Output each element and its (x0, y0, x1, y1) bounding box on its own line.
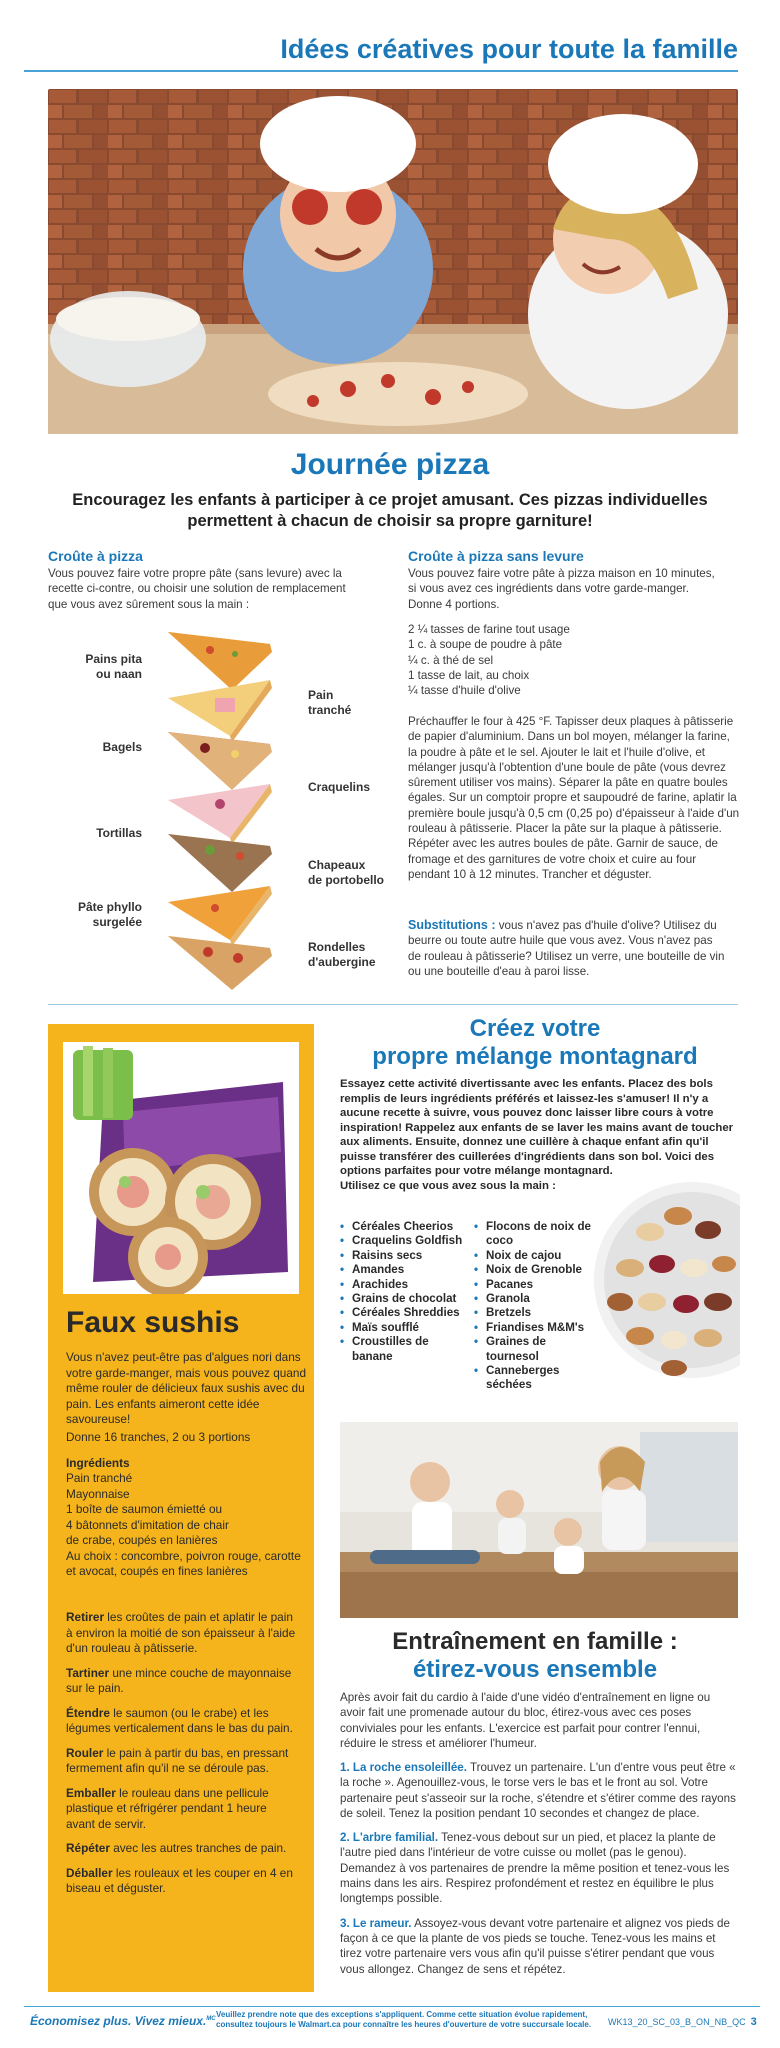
faux-sushi-title: Faux sushis (66, 1306, 240, 1339)
sushi-step (66, 1706, 298, 1737)
list-item: • Graines de tournesol (474, 1335, 600, 1364)
yeastless-heading: Croûte à pizza sans levure (408, 548, 584, 564)
workout-intro: Après avoir fait du cardio à l'aide d'une vidéo d'entraînement en ligne ou avoir fait une promenade autour du bloc, étirez-vous avec ces poses conviviales pour les enfants. L'exercice est parfait pour contrer l'ennui, réduire le stress et améliorer l'humeur. (340, 1691, 711, 1750)
list-item: • Craquelins Goldfish (340, 1234, 470, 1248)
sushi-ingredients-heading: Ingrédients (66, 1456, 130, 1470)
footer-notice: Veuillez prendre note que des exceptions s'appliquent. Comme cette situation évolue rapidement, consultez toujours le Walmart.ca pour connaître les heures d'ouverture de votre succursale locale. (216, 2010, 592, 2029)
pizza-label-bagels: Bagels (102, 740, 142, 754)
pizza-section-title: Journée pizza (290, 448, 490, 481)
substitutions-text: vous n'avez pas d'huile d'olive? Utilisez du beurre ou toute autre huile que vous avez. Vous n'avez pas de rouleau à pâtisserie? Utilisez un verre, une bouteille de vin ou une bouteille d'eau à paroi lisse. (408, 919, 725, 978)
list-item: • Friandises M&M's (474, 1321, 600, 1335)
crust-heading: Croûte à pizza (48, 548, 143, 564)
step-verb: Déballer (66, 1865, 113, 1880)
hero-photo-kids-chefs (48, 89, 738, 434)
pose-item (340, 1916, 738, 1977)
yeastless-intro: Vous pouvez faire votre pâte à pizza maison en 10 minutes, si vous avez ces ingrédients dans votre garde-manger. Donne 4 portions. (408, 567, 715, 611)
substitutions-note (408, 918, 728, 979)
pose-text: Trouvez un partenaire. L'un d'entre vous peut être « la roche ». Agenouillez-vous, le torse vers le bas et le front au sol. Votre partenaire peut s'asseoir sur la roche, s'étendre et s'étirer comme des rayons de soleil. Tenez la position pendant 10 secondes et changez de place. (340, 1761, 736, 1820)
footer-rule (24, 2006, 760, 2007)
ingredient-line: 2 ¼ tasses de farine tout usage (408, 623, 570, 636)
pizza-label-portobello: Chapeaux de portobello (308, 858, 384, 887)
sushi-steps (66, 1610, 298, 1906)
pizza-label-pita: Pains pita ou naan (85, 652, 142, 681)
trail-mix-use-line: Utilisez ce que vous avez sous la main : (340, 1179, 556, 1192)
section-divider (48, 1004, 738, 1005)
list-item: • Noix de Grenoble (474, 1263, 600, 1277)
pizza-label-eggplant: Rondelles d'aubergine (308, 940, 376, 969)
trail-mix-list-1 (340, 1220, 470, 1364)
pizza-slices-illustration (160, 624, 286, 990)
list-item: • Arachides (340, 1278, 470, 1292)
family-stretching-photo (340, 1422, 738, 1618)
ingredient-line: ¼ tasse d'huile d'olive (408, 684, 521, 698)
sushi-ingredients: Pain tranché Mayonnaise 1 boîte de saumon émietté ou 4 bâtonnets d'imitation de chair de crabe, coupés en lanières Au choix : concombre, poivron rouge, carotte et avocat, coupés en fines lanières (66, 1471, 301, 1578)
step-verb: Répéter (66, 1841, 110, 1855)
list-item: • Grains de chocolat (340, 1292, 470, 1306)
pose-text: Tenez-vous debout sur un pied, et placez la plante de l'autre pied dans l'intérieur de votre cuisse ou mollet (pas le genou). Demandez à vos partenaires de prendre la même position et tenez-vous les mains dans les airs. Respirez profondément et restez en équilibre le plus longtemps possible. (340, 1831, 730, 1906)
trail-mix-title-line1: Créez votre (469, 1015, 601, 1042)
crust-text: Vous pouvez faire votre propre pâte (sans levure) avec la recette ci-contre, ou choisir une solution de remplacement que vous avez sûrement sous la main : (48, 567, 346, 611)
trail-mix-list-2 (474, 1220, 600, 1393)
ingredient-line: 1 c. à soupe de poudre à pâte (408, 638, 563, 652)
ingredient-line: 1 tasse de lait, au choix (408, 668, 530, 682)
step-verb: Rouler (66, 1745, 104, 1760)
sushi-step (66, 1746, 298, 1777)
list-item: • Canneberges séchées (474, 1364, 600, 1393)
step-text: les rouleaux et les couper en 4 en biseau et déguster. (66, 1865, 293, 1895)
list-item: • Croustilles de banane (340, 1335, 470, 1364)
footer-slogan (30, 2014, 216, 2028)
page-header-title: Idées créatives pour toute la famille (280, 34, 738, 64)
ingredient-line: ¼ c. à thé de sel (408, 653, 494, 667)
family-workout-title-line1: Entraînement en famille : (392, 1628, 678, 1655)
step-verb: Tartiner (66, 1665, 110, 1680)
step-verb: Étendre (66, 1705, 110, 1720)
list-item: • Noix de cajou (474, 1249, 600, 1263)
pose-name: 3. Le rameur. (340, 1916, 412, 1930)
sushi-step (66, 1786, 298, 1833)
step-text: les croûtes de pain et aplatir le pain à environ la moitié de son épaisseur à l'aide d'un rouleau à pâtisserie. (66, 1610, 296, 1655)
substitutions-label: Substitutions : (408, 918, 496, 932)
pizza-label-crackers: Craquelins (308, 780, 371, 794)
sushi-photo (63, 1042, 299, 1294)
list-item: • Granola (474, 1292, 600, 1306)
footer-code (608, 2016, 757, 2028)
footer-trademark: MC (206, 2016, 216, 2022)
trail-mix-intro-text: Essayez cette activité divertissante avec les enfants. Placez des bols remplis de leurs ingrédients préférés et laissez-les s'amuser! Il n'y a aucune recette à suivre, vous pouvez donc laisser libre cours à votre inspiration! Rappelez aux enfants de se laver les mains avant de toucher aux aliments. Ensuite, donnez une cuillère à chaque enfant afin qu'il puisse transférer des cuillerées d'ingrédients dans son bol. Voici des options parfaites pour votre mélange montagnard. (340, 1078, 734, 1177)
trail-mix-bowl-photo (590, 1172, 740, 1388)
step-text: une mince couche de mayonnaise sur le pain. (66, 1665, 292, 1695)
family-workout-title (330, 1628, 740, 1684)
step-text: le rouleau dans une pellicule plastique et réfrigérer pendant 1 heure avant de servir. (66, 1785, 269, 1831)
pose-name: 2. L'arbre familial. (340, 1831, 439, 1845)
step-verb: Retirer (66, 1610, 105, 1624)
sushi-step (66, 1666, 298, 1697)
family-workout-title-line2: étirez-vous ensemble (412, 1656, 658, 1683)
sushi-step (66, 1841, 298, 1857)
pizza-intro: Encouragez les enfants à participer à ce projet amusant. Ces pizzas individuelles permettent à chacun de choisir sa propre garniture! (72, 491, 708, 530)
list-item: • Amandes (340, 1263, 470, 1277)
step-text: le saumon (ou le crabe) et les légumes verticalement dans le bas du pain. (66, 1705, 293, 1735)
sushi-yield: Donne 16 tranches, 2 ou 3 portions (66, 1430, 251, 1444)
list-item: • Céréales Shreddies (340, 1306, 470, 1320)
pose-text: Assoyez-vous devant votre partenaire et alignez vos pieds de façon à ce que la plante de vos pieds se touche. Tenez-vous les mains et tirez votre partenaire vers vous afin qu'il puisse s'étirer pendant que vous vous allongez. Changez de sens et répétez. (340, 1916, 730, 1976)
trail-mix-title (330, 1015, 740, 1071)
list-item: • Bretzels (474, 1306, 600, 1320)
pizza-label-phyllo: Pâte phyllo surgelée (77, 900, 142, 929)
sushi-step (66, 1866, 298, 1897)
list-item: • Céréales Cheerios (340, 1220, 470, 1234)
list-item: • Raisins secs (340, 1249, 470, 1263)
list-item: • Maïs soufflé (340, 1321, 470, 1335)
pizza-label-tortillas: Tortillas (96, 826, 142, 840)
sushi-step (66, 1610, 298, 1657)
footer-code-text: WK13_20_SC_03_B_ON_NB_QC (608, 2017, 746, 2027)
pose-item (340, 1830, 738, 1906)
list-item: • Pacanes (474, 1278, 600, 1292)
yeastless-ingredients (408, 622, 728, 698)
step-text: avec les autres tranches de pain. (109, 1841, 287, 1855)
trail-mix-title-line2: propre mélange montagnard (372, 1043, 698, 1070)
header-rule (24, 70, 738, 72)
footer-page-number: 3 (750, 2016, 757, 2028)
sushi-intro: Vous n'avez peut-être pas d'algues nori dans votre garde-manger, mais vous pouvez quand même rouler de délicieux faux sushis avec du pain. Les enfants aimeront cette idée savoureuse! (66, 1350, 307, 1426)
pizza-label-bread: Pain tranché (308, 688, 352, 717)
list-item: • Flocons de noix de coco (474, 1220, 600, 1249)
pose-name: 1. La roche ensoleillée. (340, 1761, 467, 1774)
footer-slogan-text: Économisez plus. Vivez mieux. (30, 2014, 207, 2028)
workout-poses (340, 1760, 738, 1977)
yeastless-method: Préchauffer le four à 425 °F. Tapisser deux plaques à pâtisserie de papier d'aluminium. Dans un bol moyen, mélanger la farine, la poudre à pâte et le sel. Ajouter le lait et l'huile d'olive, et mélanger jusqu'à l'obtention d'une boule de pâte (vous devrez sûrement utiliser vos mains). Séparer la pâte en quatre boules égales. Sur un comptoir propre et saupoudré de farine, aplatir la première boule jusqu'à 0,5 cm (0,25 po) d'épaisseur à l'aide d'un rouleau à pâtisserie. Placer la pâte sur la plaque à pâtisserie. Répéter avec les autres boules de pâte. Garnir de sauce, de fromage et des garnitures de votre choix et cuire au four pendant 10 à 12 minutes. Trancher et déguster. (408, 715, 740, 881)
pose-item (340, 1760, 738, 1821)
step-text: le pain à partir du bas, en pressant fermement afin qu'il ne se déroule pas. (66, 1745, 289, 1775)
step-verb: Emballer (66, 1785, 116, 1800)
